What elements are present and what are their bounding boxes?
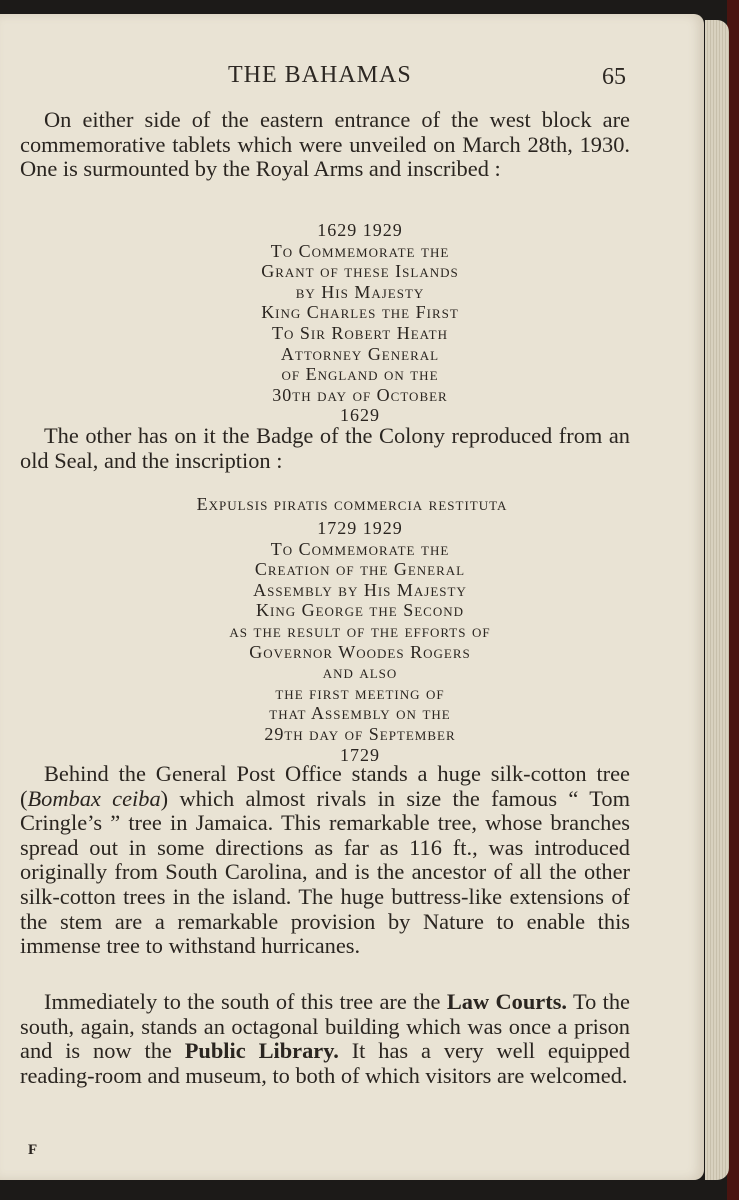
page-edges	[705, 20, 729, 1180]
inscription-line: that Assembly on the	[269, 703, 451, 724]
inscription-line: Creation of the General	[254, 559, 466, 580]
paragraph-badge: The other has on it the Badge of the Colony reproduced from an old Seal, and the inscription :	[20, 423, 630, 473]
text-run: Behind the General Post Office stands a huge silk-cotton tree (	[20, 761, 630, 811]
text-run: To the south, again, stands an octagonal building which was once a prison and is now the	[20, 989, 630, 1064]
paragraph-silk-cotton-tree	[20, 762, 630, 959]
inscription-line: King Charles the First	[261, 302, 459, 323]
running-head: THE BAHAMAS	[228, 62, 412, 88]
inscription-line: Governor Woodes Rogers	[249, 641, 471, 662]
colony-motto: Expulsis piratis commercia restituta	[196, 494, 508, 514]
signature-mark: F	[28, 1142, 38, 1158]
inscription-line: Attorney General	[280, 343, 440, 364]
inscription-line: 1729	[340, 744, 380, 765]
inscription-line: as the result of the efforts of	[229, 620, 491, 641]
inscription-line: 1629	[340, 405, 380, 426]
inscription-line: King George the Second	[256, 600, 464, 621]
date-left: 1629	[317, 220, 358, 240]
inscription-line: 29th day of September	[264, 723, 456, 744]
inscription-line: To Commemorate the	[270, 538, 450, 559]
species-name: Bombax ceiba	[27, 785, 161, 811]
date-left: 1729	[317, 518, 358, 538]
inscription-dates	[160, 220, 560, 241]
inscription-line: 30th day of October	[272, 384, 448, 405]
inscription-line: To Sir Robert Heath	[272, 322, 448, 343]
page-number: 65	[602, 64, 626, 90]
place-law-courts: Law Courts.	[446, 989, 568, 1014]
page-header	[0, 58, 704, 98]
text-run: Immediately to the south of this tree are the	[44, 989, 447, 1014]
date-right: 1929	[362, 220, 403, 240]
inscription-george	[160, 518, 560, 765]
inscription-line: To Commemorate the	[270, 240, 450, 261]
text-run: ) which almost rivals in size the famous “ Tom Cringle’s ” tree in Jamaica. This remarkable tree, whose branches spread out in some directions as far as 116 ft., was introduced originally from South Carolina, and is the ancestor of all the other silk-cotton trees in the island. The huge buttress-like extensions of the stem are a remarkable provision by Nature to enable this immense tree to withstand hurricanes.	[20, 785, 630, 959]
place-public-library: Public Library.	[184, 1038, 339, 1064]
date-right: 1929	[362, 518, 403, 538]
inscription-line: of England on the	[281, 364, 439, 385]
text-run: It has a very well equipped reading-room and museum, to both of which visitors are welcomed.	[20, 1038, 630, 1088]
inscription-line: Grant of these Islands	[261, 261, 459, 282]
inscription-charles	[160, 220, 560, 426]
inscription-dates	[160, 518, 560, 539]
book-page	[0, 14, 704, 1180]
inscription-line: the first meeting of	[275, 682, 445, 703]
inscription-line: Assembly by His Majesty	[253, 579, 467, 600]
inscription-line: by His Majesty	[295, 281, 425, 302]
paragraph-tablets: On either side of the eastern entrance of the west block are commemorative tablets which were unveiled on March 28th, 1930. One is surmounted by the Royal Arms and inscribed :	[20, 107, 630, 182]
paragraph-law-courts	[20, 990, 630, 1088]
inscription-line: and also	[322, 662, 398, 683]
